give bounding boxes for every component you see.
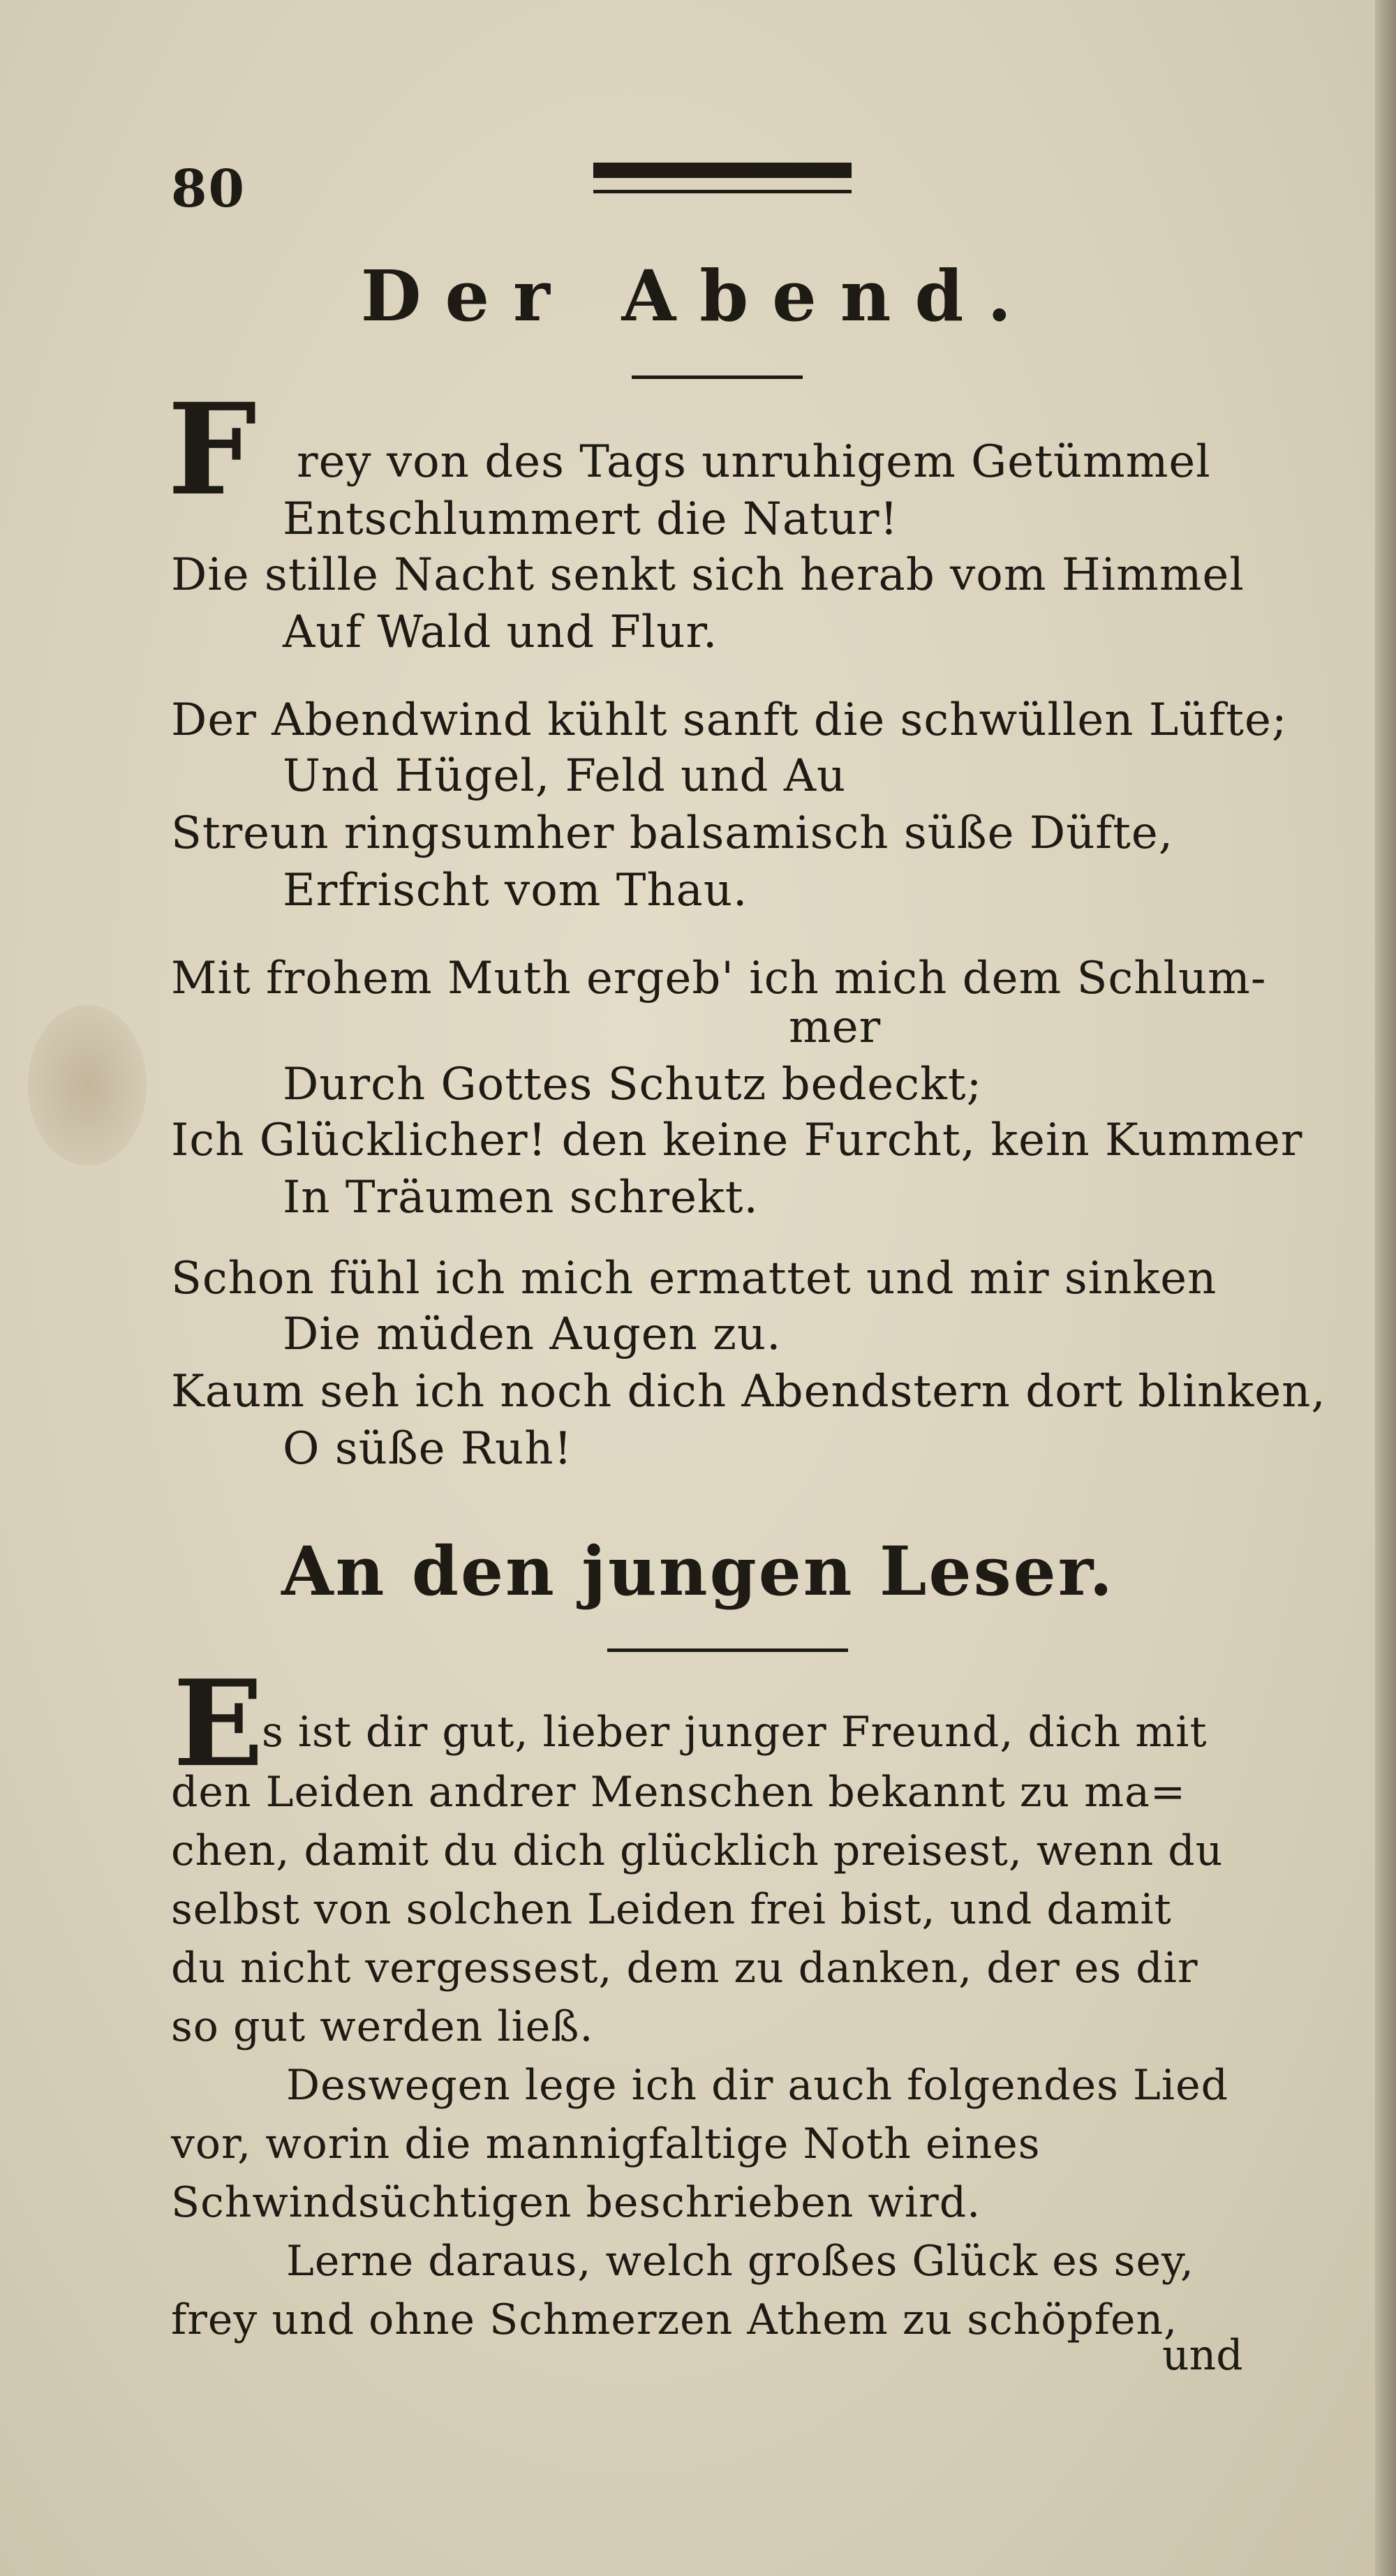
poem-line: Und Hügel, Feld und Au bbox=[283, 750, 847, 802]
poem-title: Der Abend. bbox=[360, 255, 1036, 337]
poem-line: Die stille Nacht senkt sich herab vom Himmel bbox=[171, 549, 1245, 601]
poem-line: O süße Ruh! bbox=[283, 1423, 573, 1475]
prose-line: frey und ohne Schmerzen Athem zu schöpfen, bbox=[171, 2295, 1178, 2344]
header-rule-thick bbox=[593, 163, 852, 178]
prose-line: vor, worin die mannigfaltige Noth eines bbox=[171, 2120, 1041, 2168]
poem-line: In Träumen schrekt. bbox=[283, 1172, 759, 1223]
prose-line: Lerne daraus, welch großes Glück es sey, bbox=[286, 2237, 1194, 2286]
poem-line: Mit frohem Muth ergeb' ich mich dem Schlum- bbox=[171, 953, 1267, 1004]
poem-line: Der Abendwind kühlt sanft die schwüllen Lüfte; bbox=[171, 694, 1288, 746]
prose-line: du nicht vergessest, dem zu danken, der es dir bbox=[171, 1944, 1198, 1993]
poem-line: rey von des Tags unruhigem Getümmel bbox=[297, 436, 1211, 488]
poem-line: Ich Glücklicher! den keine Furcht, kein Kummer bbox=[171, 1115, 1303, 1166]
poem-line: Schon fühl ich mich ermattet und mir sinken bbox=[171, 1253, 1217, 1304]
prose-title: An den jungen Leser. bbox=[281, 1532, 1115, 1611]
poem-drop-initial: F bbox=[168, 376, 257, 523]
poem-line: Streun ringsumher balsamisch süße Düfte, bbox=[171, 807, 1174, 859]
prose-line: chen, damit du dich glücklich preisest, wenn du bbox=[171, 1826, 1224, 1875]
prose-line: selbst von solchen Leiden frei bist, und damit bbox=[171, 1885, 1172, 1934]
poem-line: Entschlummert die Natur! bbox=[283, 493, 899, 545]
prose-line: den Leiden andrer Menschen bekannt zu ma= bbox=[171, 1768, 1187, 1817]
prose-line: Schwindsüchtigen beschrieben wird. bbox=[171, 2178, 981, 2227]
prose-line: so gut werden ließ. bbox=[171, 2002, 594, 2051]
catchword: und bbox=[1162, 2331, 1243, 2380]
section-rule bbox=[607, 1648, 848, 1652]
header-rule-thin bbox=[593, 190, 852, 193]
poem-line: Durch Gottes Schutz bedeckt; bbox=[283, 1059, 983, 1110]
prose-line: Deswegen lege ich dir auch folgendes Lied bbox=[286, 2061, 1228, 2110]
poem-line: Auf Wald und Flur. bbox=[283, 606, 718, 658]
poem-line: Kaum seh ich noch dich Abendstern dort blinken, bbox=[171, 1366, 1326, 1417]
paper-stain bbox=[28, 1005, 147, 1166]
page-number: 80 bbox=[171, 159, 246, 219]
poem-line: mer bbox=[789, 1002, 882, 1053]
prose-drop-initial: E bbox=[173, 1654, 264, 1794]
poem-line: Erfrischt vom Thau. bbox=[283, 865, 748, 916]
prose-line: s ist dir gut, lieber junger Freund, dich mit bbox=[262, 1708, 1208, 1757]
poem-line: Die müden Augen zu. bbox=[283, 1309, 782, 1360]
page-edge bbox=[1375, 0, 1396, 2576]
title-rule bbox=[632, 375, 803, 379]
